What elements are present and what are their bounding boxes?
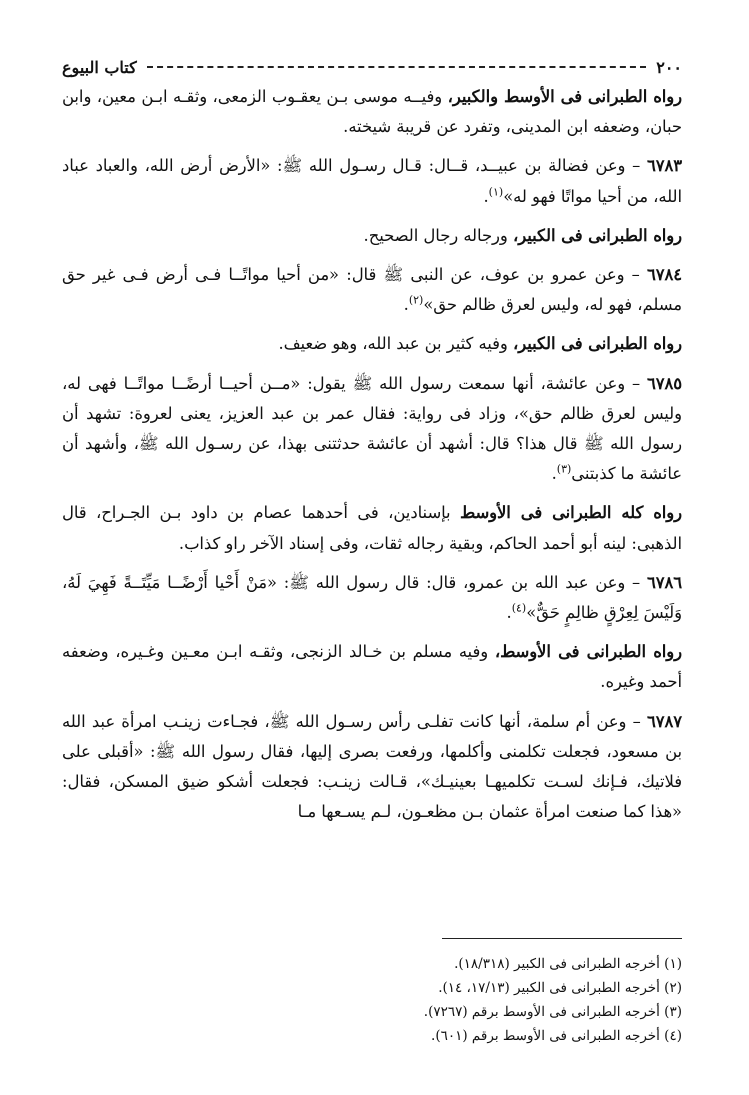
page-header bbox=[62, 52, 682, 82]
hadith-number: ٦٧٨٧ bbox=[647, 711, 682, 731]
hadith-number: ٦٧٨٣ bbox=[647, 156, 682, 176]
hadith-paragraph: ٦٧٨٧ – وعن أم سلمة، أنها كانت تفلـى رأس رسـول الله ﷺ، فجـاءت زينـب امرأة عبد الله بن مسعود، فجعلت تكلمنى وأكلمها، ورفعت بصرى إليها، فقال رسول الله ﷺ: «أقبلى على فلاتيك، فـإنك لسـت تكلميهـا بعينيـك»، قـالت زينـب: فجعلت أشكو ضيق المسكن، فقال: «هذا كما صنعت امرأة عثمان بـن مظعـون، لـم يسـعها مـا bbox=[62, 711, 682, 822]
source-note: رواه الطبرانى فى الكبير، وفيه كثير بن عبد الله، وهو ضعيف. bbox=[278, 334, 682, 354]
footnote-item: (٤) أخرجه الطبرانى فى الأوسط برقم (٦٠١). bbox=[431, 1028, 682, 1044]
hadith-number: ٦٧٨٦ bbox=[647, 572, 682, 592]
footnotes bbox=[62, 952, 682, 1048]
footnote-ref: (٤) bbox=[511, 601, 527, 615]
hadith-paragraph: ٦٧٨٥ – وعن عائشة، أنها سمعت رسول الله ﷺ يقول: «مــن أحيــا أرضًــا مواتًــا فهى له، وليس لعرق ظالم حق»، وزاد فى رواية: فقال عمر بن عبد العزيز، يعنى لعروة: تشهد أن رسول الله ﷺ قال هذا؟ قال: أشهد أن عائشة حدثتنى بهذا، عن رسـول الله ﷺ، وأشهد أن عائشة ما كذبتنى$^{(٣)}$. bbox=[62, 373, 682, 484]
hadith-paragraph: ٦٧٨٦ – وعن عبد الله بن عمرو، قال: قال رسول الله ﷺ: «مَنْ أَحْيا أَرْضًــا مَيِّتَــةً فَهِيَ لَهُ، وَلَيْسَ لِعِرْقٍ ظالِمٍ حَقٌّ»$^{(٤)}$. bbox=[62, 572, 682, 623]
footnote-ref: (١) bbox=[488, 185, 504, 199]
hadith-number: ٦٧٨٥ bbox=[647, 373, 682, 393]
body-text bbox=[62, 82, 682, 827]
hadith-number: ٦٧٨٤ bbox=[647, 265, 682, 285]
source-note: رواه الطبرانى فى الأوسط والكبير، وفيــه موسى بـن يعقـوب الزمعى، وثقـه ابـن معين، وابن حبان، وضعفه ابن المدينى، وتفرد عن قريبة شيخته. bbox=[62, 87, 682, 137]
book-title: كتاب البيوع bbox=[62, 57, 137, 77]
hadith-paragraph: ٦٧٨٣ – وعن فضالة بن عبيــد، قــال: قـال رسـول الله ﷺ: «الأرض أرض الله، والعباد عباد الله، من أحيا مواتًا فهو له»$^{(١)}$. bbox=[62, 156, 682, 206]
footnote-ref: (٣) bbox=[556, 462, 572, 476]
footnote-divider bbox=[442, 938, 682, 939]
footnote-item: (٢) أخرجه الطبرانى فى الكبير (١٧/١٣، ١٤). bbox=[438, 980, 682, 996]
source-note: رواه كله الطبرانى فى الأوسط بإسنادين، فى أحدهما عصام بن داود بـن الجـراح، قال الذهبى: لينه أبو أحمد الحاكم، وبقية رجاله ثقات، وفى إسناد الآخر راو كذاب. bbox=[62, 503, 682, 553]
source-note: رواه الطبرانى فى الكبير، ورجاله رجال الصحيح. bbox=[363, 225, 682, 245]
header-divider bbox=[147, 66, 646, 68]
footnote-ref: (٢) bbox=[408, 293, 424, 307]
page-number: ٢٠٠ bbox=[656, 57, 682, 77]
footnote-item: (٣) أخرجه الطبرانى فى الأوسط برقم (٧٢٦٧). bbox=[423, 1004, 682, 1020]
footnote-item: (١) أخرجه الطبرانى فى الكبير (١٨/٣١٨). bbox=[454, 956, 682, 972]
hadith-paragraph: ٦٧٨٤ – وعن عمرو بن عوف، عن النبى ﷺ قال: «من أحيا مواتًــا فـى أرض فـى غير حق مسلم، فهو له، وليس لعرق ظالم حق»$^{(٢)}$. bbox=[62, 265, 682, 315]
source-note: رواه الطبرانى فى الأوسط، وفيه مسلم بن خـالد الزنجى، وثقـه ابـن معـين وغـيره، وضعفه أحمد وغيره. bbox=[62, 642, 682, 692]
document-page bbox=[62, 52, 682, 1072]
